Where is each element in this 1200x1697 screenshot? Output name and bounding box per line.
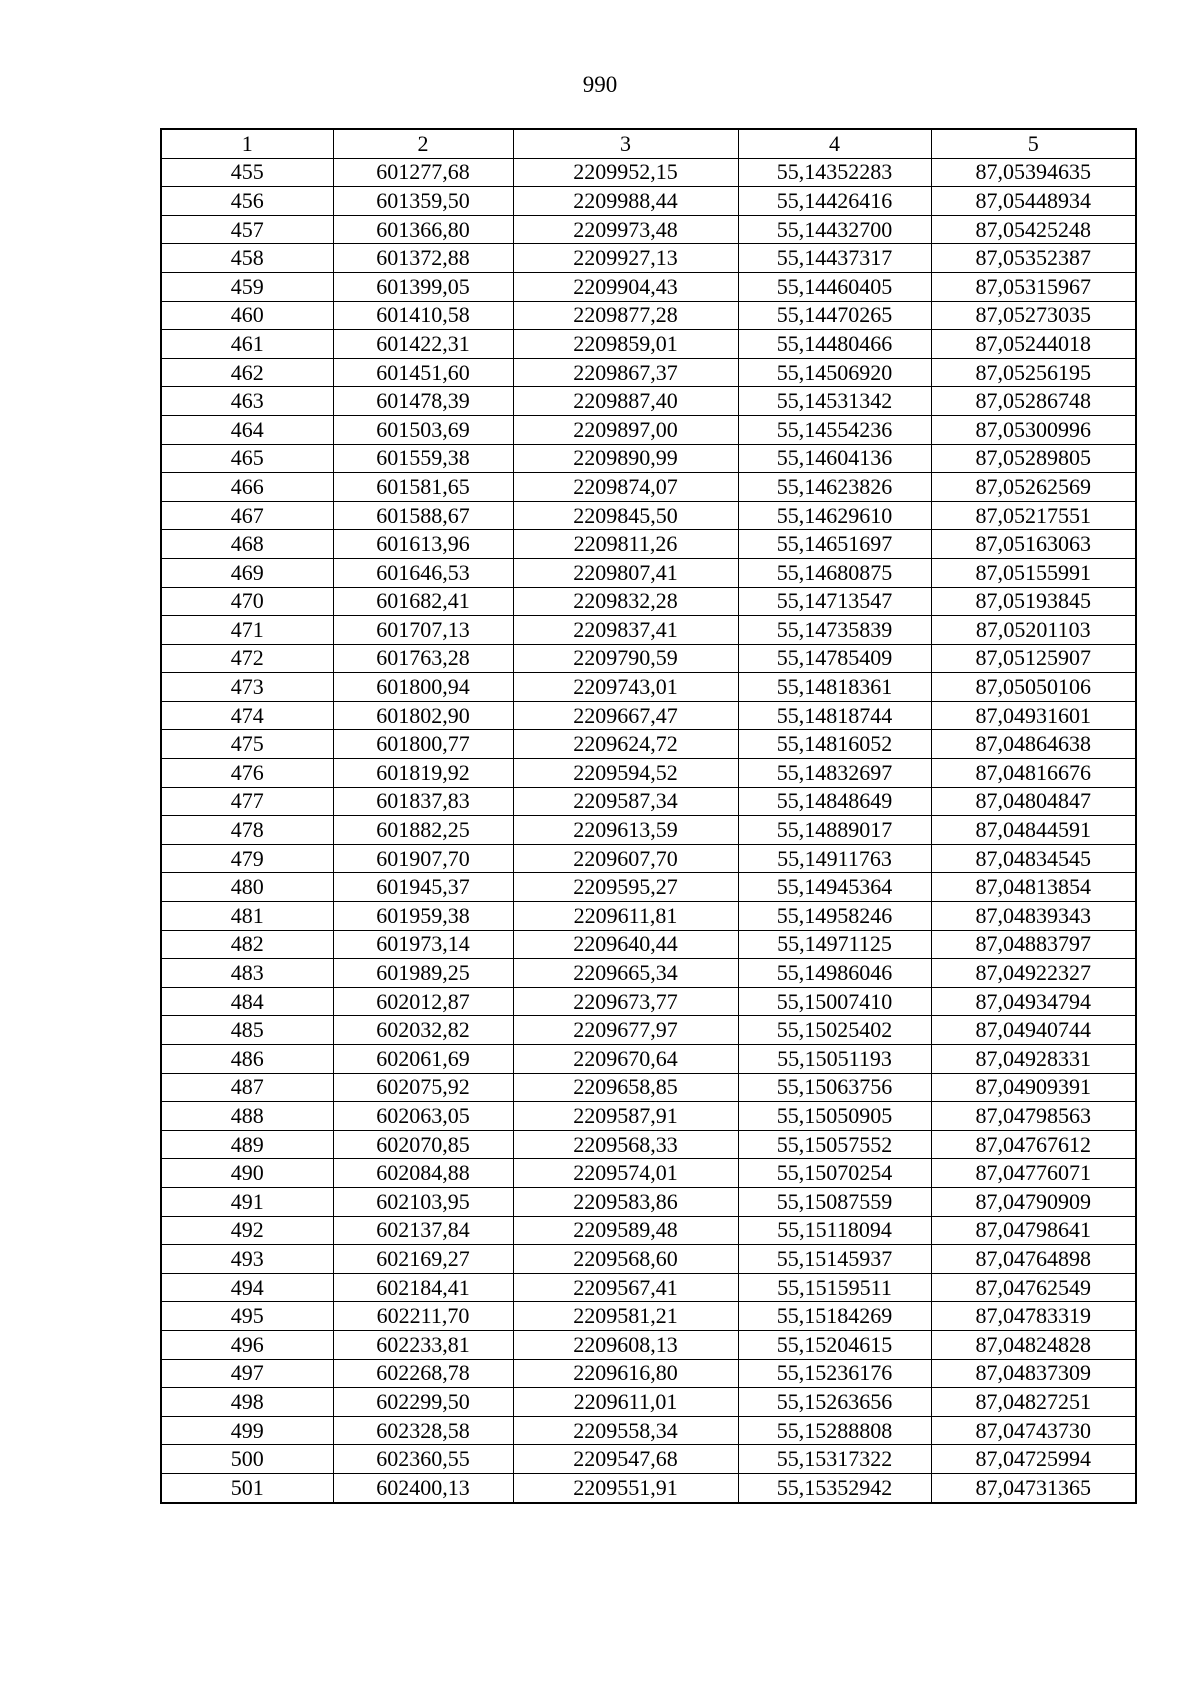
table-cell: 602084,88 [333,1159,513,1188]
table-cell: 55,15263656 [738,1388,931,1417]
table-cell: 55,15236176 [738,1359,931,1388]
table-cell: 602070,85 [333,1130,513,1159]
table-cell: 492 [161,1216,333,1245]
table-row [161,873,1136,902]
table-cell: 55,14651697 [738,530,931,559]
table-cell: 2209670,64 [513,1045,738,1074]
table-cell: 601945,37 [333,873,513,902]
table-cell: 601613,96 [333,530,513,559]
table-cell: 601588,67 [333,501,513,530]
table-cell: 87,05244018 [931,330,1136,359]
table-row [161,644,1136,673]
table-cell: 2209608,13 [513,1330,738,1359]
table-cell: 55,14911763 [738,844,931,873]
table-cell: 601410,58 [333,301,513,330]
table-cell: 2209988,44 [513,187,738,216]
table-cell: 87,05193845 [931,587,1136,616]
table-cell: 2209665,34 [513,959,738,988]
table-cell: 602360,55 [333,1445,513,1474]
table-cell: 473 [161,673,333,702]
table-cell: 55,14506920 [738,358,931,387]
table-cell: 601800,77 [333,730,513,759]
table-row [161,1359,1136,1388]
table-cell: 464 [161,415,333,444]
table-cell: 2209890,99 [513,444,738,473]
table-cell: 55,15352942 [738,1473,931,1502]
table-row [161,1473,1136,1502]
table-cell: 87,05289805 [931,444,1136,473]
table-cell: 87,04928331 [931,1045,1136,1074]
table-cell: 87,05300996 [931,415,1136,444]
table-cell: 55,15025402 [738,1016,931,1045]
table-cell: 87,05286748 [931,387,1136,416]
table-cell: 2209927,13 [513,244,738,273]
table-row [161,358,1136,387]
table-cell: 498 [161,1388,333,1417]
table-cell: 87,04909391 [931,1073,1136,1102]
table-cell: 2209790,59 [513,644,738,673]
table-cell: 601366,80 [333,215,513,244]
table-cell: 87,04798641 [931,1216,1136,1245]
table-cell: 601422,31 [333,330,513,359]
table-cell: 466 [161,473,333,502]
table-cell: 55,15087559 [738,1187,931,1216]
table-cell: 2209658,85 [513,1073,738,1102]
table-cell: 87,05201103 [931,616,1136,645]
table-cell: 2209587,34 [513,787,738,816]
column-header: 5 [931,129,1136,158]
table-cell: 55,15063756 [738,1073,931,1102]
table-cell: 601581,65 [333,473,513,502]
table-cell: 470 [161,587,333,616]
table-cell: 601559,38 [333,444,513,473]
table-row [161,730,1136,759]
table-cell: 87,05256195 [931,358,1136,387]
table-cell: 55,14818361 [738,673,931,702]
table-row [161,1187,1136,1216]
table-cell: 55,14629610 [738,501,931,530]
table-cell: 87,04844591 [931,816,1136,845]
table-cell: 87,04940744 [931,1016,1136,1045]
table-cell: 55,14889017 [738,816,931,845]
table-cell: 2209547,68 [513,1445,738,1474]
table-cell: 55,14470265 [738,301,931,330]
table-cell: 601682,41 [333,587,513,616]
table-row [161,1388,1136,1417]
table-cell: 2209811,26 [513,530,738,559]
table-cell: 87,04813854 [931,873,1136,902]
table-cell: 87,05050106 [931,673,1136,702]
table-cell: 87,04783319 [931,1302,1136,1331]
table-cell: 487 [161,1073,333,1102]
table-cell: 474 [161,701,333,730]
table-row [161,930,1136,959]
table-cell: 601837,83 [333,787,513,816]
table-cell: 2209677,97 [513,1016,738,1045]
table-row [161,1416,1136,1445]
table-cell: 87,04922327 [931,959,1136,988]
table-row [161,987,1136,1016]
table-cell: 55,14531342 [738,387,931,416]
column-header: 3 [513,129,738,158]
table-cell: 55,15159511 [738,1273,931,1302]
table-header-row [161,129,1136,158]
table-cell: 87,04764898 [931,1245,1136,1274]
table-cell: 601907,70 [333,844,513,873]
table-cell: 2209640,44 [513,930,738,959]
table-row [161,1245,1136,1274]
table-row [161,616,1136,645]
table-cell: 55,15317322 [738,1445,931,1474]
table-cell: 2209611,81 [513,902,738,931]
column-header: 1 [161,129,333,158]
table-cell: 462 [161,358,333,387]
table-cell: 484 [161,987,333,1016]
table-row [161,444,1136,473]
table-cell: 476 [161,759,333,788]
table-cell: 55,14735839 [738,616,931,645]
table-cell: 87,04776071 [931,1159,1136,1188]
table-row [161,1102,1136,1131]
table-cell: 87,05262569 [931,473,1136,502]
table-cell: 87,04790909 [931,1187,1136,1216]
table-cell: 494 [161,1273,333,1302]
table-row [161,244,1136,273]
table-cell: 460 [161,301,333,330]
table-cell: 465 [161,444,333,473]
table-cell: 2209887,40 [513,387,738,416]
table-row [161,816,1136,845]
table-cell: 55,14971125 [738,930,931,959]
table-cell: 601973,14 [333,930,513,959]
table-row [161,272,1136,301]
column-header: 4 [738,129,931,158]
table-cell: 2209607,70 [513,844,738,873]
table-cell: 459 [161,272,333,301]
page-number: 990 [582,72,618,97]
table-row [161,501,1136,530]
table-cell: 55,15070254 [738,1159,931,1188]
table-cell: 2209611,01 [513,1388,738,1417]
table-cell: 55,14785409 [738,644,931,673]
table-cell: 87,04883797 [931,930,1136,959]
table-cell: 55,14848649 [738,787,931,816]
table-cell: 601707,13 [333,616,513,645]
table-row [161,301,1136,330]
table-cell: 499 [161,1416,333,1445]
table-row [161,1045,1136,1074]
table-cell: 87,05315967 [931,272,1136,301]
table-cell: 497 [161,1359,333,1388]
table-cell: 55,15118094 [738,1216,931,1245]
table-cell: 55,14816052 [738,730,931,759]
table-row [161,844,1136,873]
table-cell: 491 [161,1187,333,1216]
table-cell: 55,15204615 [738,1330,931,1359]
table-cell: 475 [161,730,333,759]
table-cell: 2209904,43 [513,272,738,301]
table-cell: 496 [161,1330,333,1359]
table-cell: 468 [161,530,333,559]
table-cell: 2209613,59 [513,816,738,845]
table-cell: 2209624,72 [513,730,738,759]
table-cell: 2209574,01 [513,1159,738,1188]
table-row [161,673,1136,702]
table-cell: 2209874,07 [513,473,738,502]
table-cell: 55,14986046 [738,959,931,988]
table-cell: 55,14437317 [738,244,931,273]
table-cell: 87,04824828 [931,1330,1136,1359]
table-cell: 471 [161,616,333,645]
table-row [161,1330,1136,1359]
table-cell: 55,15050905 [738,1102,931,1131]
table-cell: 2209667,47 [513,701,738,730]
table-cell: 2209583,86 [513,1187,738,1216]
table-cell: 2209845,50 [513,501,738,530]
table-row [161,158,1136,187]
table-cell: 602063,05 [333,1102,513,1131]
table-cell: 2209568,33 [513,1130,738,1159]
table-cell: 601989,25 [333,959,513,988]
table-cell: 87,05163063 [931,530,1136,559]
table-row [161,1216,1136,1245]
table-cell: 55,14680875 [738,558,931,587]
table-row [161,387,1136,416]
table-cell: 486 [161,1045,333,1074]
table-cell: 489 [161,1130,333,1159]
table-cell: 477 [161,787,333,816]
table-cell: 87,05217551 [931,501,1136,530]
table-row [161,1302,1136,1331]
table-cell: 602012,87 [333,987,513,1016]
table-row [161,473,1136,502]
table-cell: 55,15057552 [738,1130,931,1159]
table-cell: 469 [161,558,333,587]
table-cell: 2209587,91 [513,1102,738,1131]
table-cell: 2209567,41 [513,1273,738,1302]
table-cell: 602061,69 [333,1045,513,1074]
table-cell: 87,04731365 [931,1473,1136,1502]
table-cell: 2209743,01 [513,673,738,702]
table-cell: 87,04827251 [931,1388,1136,1417]
table-cell: 87,05394635 [931,158,1136,187]
table-cell: 2209581,21 [513,1302,738,1331]
table-cell: 55,15288808 [738,1416,931,1445]
table-row [161,530,1136,559]
table-cell: 463 [161,387,333,416]
table-row [161,558,1136,587]
table-row [161,787,1136,816]
table-row [161,415,1136,444]
table-cell: 2209867,37 [513,358,738,387]
table-row [161,701,1136,730]
table-cell: 87,04798563 [931,1102,1136,1131]
table-cell: 601882,25 [333,816,513,845]
table-cell: 2209973,48 [513,215,738,244]
table-cell: 601451,60 [333,358,513,387]
table-cell: 602299,50 [333,1388,513,1417]
table-cell: 2209832,28 [513,587,738,616]
table-cell: 87,04816676 [931,759,1136,788]
table-cell: 602075,92 [333,1073,513,1102]
table-cell: 55,14352283 [738,158,931,187]
table-cell: 87,04839343 [931,902,1136,931]
table-cell: 87,04864638 [931,730,1136,759]
table-cell: 2209837,41 [513,616,738,645]
table-cell: 601277,68 [333,158,513,187]
table-cell: 87,04743730 [931,1416,1136,1445]
column-header: 2 [333,129,513,158]
table-cell: 461 [161,330,333,359]
table-cell: 55,14623826 [738,473,931,502]
table-cell: 55,14818744 [738,701,931,730]
table-cell: 602169,27 [333,1245,513,1274]
table-row [161,1016,1136,1045]
table-row [161,902,1136,931]
table-cell: 601800,94 [333,673,513,702]
table-cell: 55,14945364 [738,873,931,902]
table-cell: 55,14713547 [738,587,931,616]
table-cell: 479 [161,844,333,873]
table-cell: 55,14604136 [738,444,931,473]
table-cell: 2209616,80 [513,1359,738,1388]
table-row [161,1159,1136,1188]
table-cell: 601646,53 [333,558,513,587]
table-cell: 2209807,41 [513,558,738,587]
table-cell: 480 [161,873,333,902]
table-cell: 501 [161,1473,333,1502]
table-row [161,587,1136,616]
table-cell: 601959,38 [333,902,513,931]
table-cell: 456 [161,187,333,216]
table-cell: 55,14554236 [738,415,931,444]
table-cell: 601503,69 [333,415,513,444]
table-cell: 2209877,28 [513,301,738,330]
table-cell: 500 [161,1445,333,1474]
table-cell: 87,04837309 [931,1359,1136,1388]
table-cell: 485 [161,1016,333,1045]
table-cell: 602328,58 [333,1416,513,1445]
table-cell: 490 [161,1159,333,1188]
table-cell: 601372,88 [333,244,513,273]
table-cell: 2209595,27 [513,873,738,902]
table-cell: 483 [161,959,333,988]
table-cell: 55,15145937 [738,1245,931,1274]
table-cell: 602400,13 [333,1473,513,1502]
table-row [161,959,1136,988]
table-cell: 482 [161,930,333,959]
table-cell: 87,05352387 [931,244,1136,273]
table-cell: 2209859,01 [513,330,738,359]
table-cell: 602268,78 [333,1359,513,1388]
table-row [161,1445,1136,1474]
table-cell: 481 [161,902,333,931]
table-row [161,759,1136,788]
table-cell: 601819,92 [333,759,513,788]
table-cell: 495 [161,1302,333,1331]
table-cell: 87,05273035 [931,301,1136,330]
table-cell: 2209589,48 [513,1216,738,1245]
table-cell: 87,05425248 [931,215,1136,244]
table-cell: 467 [161,501,333,530]
table-cell: 2209558,34 [513,1416,738,1445]
table-cell: 455 [161,158,333,187]
table-cell: 602103,95 [333,1187,513,1216]
table-cell: 87,05448934 [931,187,1136,216]
table-cell: 87,04767612 [931,1130,1136,1159]
table-cell: 55,14460405 [738,272,931,301]
table-cell: 87,04931601 [931,701,1136,730]
table-cell: 87,04762549 [931,1273,1136,1302]
table-cell: 55,14480466 [738,330,931,359]
table-cell: 601802,90 [333,701,513,730]
table-cell: 602032,82 [333,1016,513,1045]
table-cell: 601359,50 [333,187,513,216]
table-cell: 2209568,60 [513,1245,738,1274]
table-cell: 488 [161,1102,333,1131]
table-cell: 55,15184269 [738,1302,931,1331]
table-row [161,1073,1136,1102]
table-row [161,330,1136,359]
table-cell: 55,15007410 [738,987,931,1016]
table-body [161,158,1136,1502]
table-cell: 2209594,52 [513,759,738,788]
table-row [161,187,1136,216]
coordinates-table [160,128,1137,1504]
table-cell: 2209551,91 [513,1473,738,1502]
table-cell: 55,15051193 [738,1045,931,1074]
table-cell: 55,14426416 [738,187,931,216]
table-cell: 55,14432700 [738,215,931,244]
table-cell: 602184,41 [333,1273,513,1302]
table-cell: 55,14832697 [738,759,931,788]
table-cell: 472 [161,644,333,673]
table-cell: 457 [161,215,333,244]
table-cell: 2209952,15 [513,158,738,187]
table-row [161,215,1136,244]
table-cell: 2209673,77 [513,987,738,1016]
table-cell: 478 [161,816,333,845]
table-cell: 87,05155991 [931,558,1136,587]
table-cell: 601399,05 [333,272,513,301]
table-cell: 87,05125907 [931,644,1136,673]
table-row [161,1273,1136,1302]
table-cell: 601763,28 [333,644,513,673]
table-cell: 602137,84 [333,1216,513,1245]
table-cell: 602233,81 [333,1330,513,1359]
table-row [161,1130,1136,1159]
table-cell: 87,04804847 [931,787,1136,816]
table-cell: 2209897,00 [513,415,738,444]
table-cell: 601478,39 [333,387,513,416]
table-cell: 55,14958246 [738,902,931,931]
table-cell: 602211,70 [333,1302,513,1331]
table-cell: 458 [161,244,333,273]
table-cell: 87,04934794 [931,987,1136,1016]
table-cell: 87,04834545 [931,844,1136,873]
table-cell: 87,04725994 [931,1445,1136,1474]
table-cell: 493 [161,1245,333,1274]
